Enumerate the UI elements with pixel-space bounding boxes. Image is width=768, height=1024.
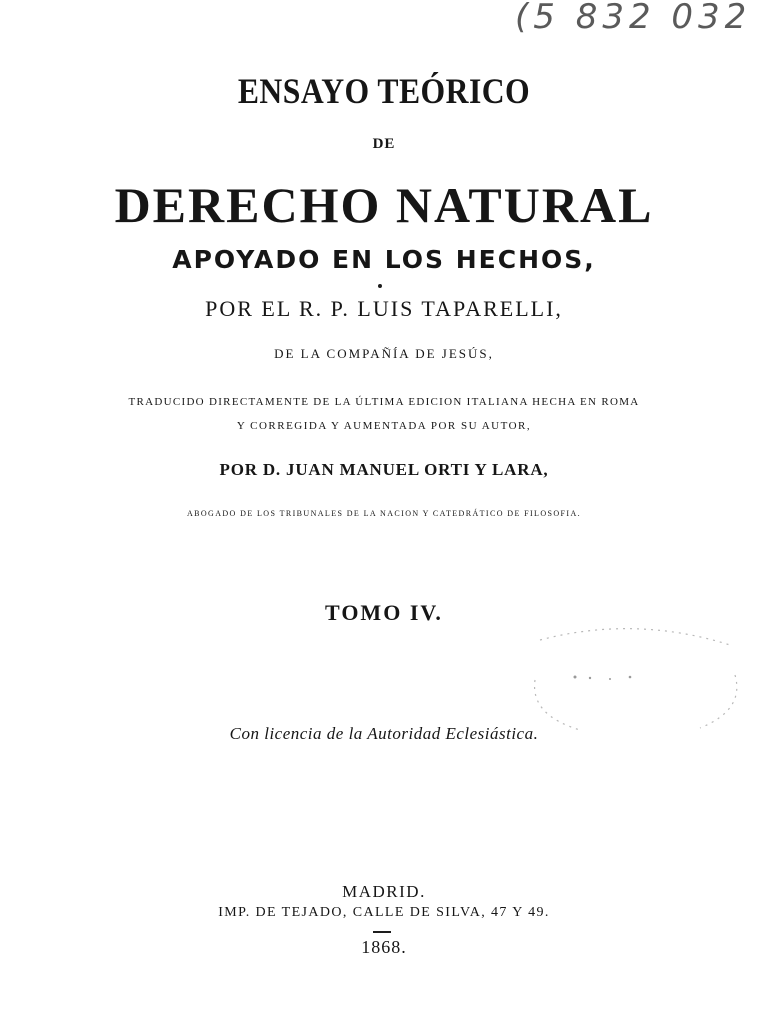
imprint-printer: IMP. DE TEJADO, CALLE DE SILVA, 47 Y 49.	[218, 905, 550, 920]
volume-label: TOMO IV.	[325, 600, 443, 625]
ecclesiastical-license: Con licencia de la Autoridad Eclesiástica.	[229, 724, 539, 743]
title-line-1: ENSAYO TEÓRICO	[237, 71, 531, 111]
main-title: DERECHO NATURAL	[114, 177, 654, 233]
small-ornament-mark	[376, 282, 384, 290]
author-society: DE LA COMPAÑÍA DE JESÚS,	[274, 346, 494, 361]
author-line: POR EL R. P. LUIS TAPARELLI,	[205, 296, 563, 321]
imprint-divider	[373, 931, 391, 933]
imprint-city: MADRID.	[342, 882, 426, 901]
subtitle: APOYADO EN LOS HECHOS,	[172, 245, 596, 274]
imprint-year: 1868.	[361, 937, 407, 957]
faded-library-stamp	[520, 620, 750, 740]
title-preposition: DE	[372, 136, 396, 152]
library-shelfmark: (5 832 032	[515, 0, 752, 37]
translator-role: ABOGADO DE LOS TRIBUNALES DE LA NACION Y CATEDRÁTICO DE FILOSOFIA.	[186, 509, 582, 518]
translator-line: POR D. JUAN MANUEL ORTI Y LARA,	[219, 460, 549, 479]
translation-note-line-1: TRADUCIDO DIRECTAMENTE DE LA ÚLTIMA EDICION ITALIANA HECHA EN ROMA	[128, 396, 640, 408]
translation-note-line-2: Y CORREGIDA Y AUMENTADA POR SU AUTOR,	[236, 420, 532, 432]
